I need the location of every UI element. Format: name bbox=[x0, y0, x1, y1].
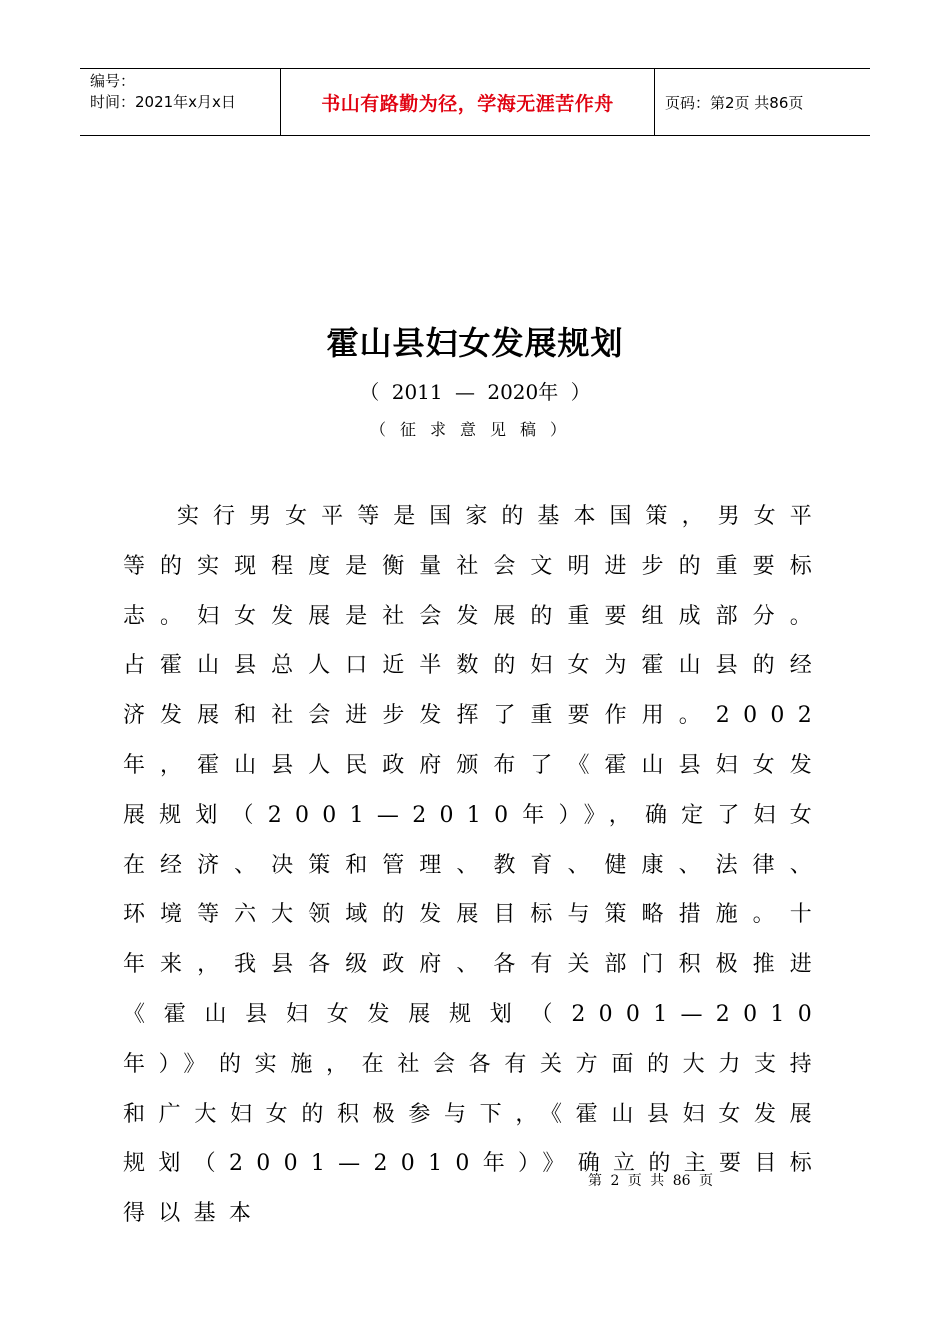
header-meta-cell bbox=[80, 69, 281, 135]
header-page-info: 页码：第2页 共86页 bbox=[665, 93, 804, 112]
document-period: （ 2011 — 2020年 ） bbox=[359, 380, 591, 404]
draft-note: （征求意见稿） bbox=[369, 420, 580, 439]
serial-number-label: 编号： bbox=[90, 72, 136, 90]
header-motto-cell bbox=[281, 69, 655, 135]
body-paragraph: 实行男女平等是国家的基本国策，男女平等的实现程度是衡量社会文明进步的重要标志。妇女发展是社会发展的重要组成部分。占霍山县总人口近半数的妇女为霍山县的经济发展和社会进步发挥了重要作用。2002年，霍山县人民政府颁布了《霍山县妇女发展规划（2001—2010年）》，确定了妇女在经济、决策和管理、教育、健康、法律、环境等六大领域的发展目标与策略措施。十年来，我县各级政府、各有关部门积极推进《霍山县妇女发展规划（2001—2010年）》的实施，在社会各有关方面的大力支持和广大妇女的积极参与下，《霍山县妇女发展规划（2001—2010年）》确立的主要目标得以基本 bbox=[123, 504, 825, 1227]
document-title: 霍山县妇女发展规划 bbox=[326, 324, 624, 362]
header-page-cell bbox=[655, 69, 870, 135]
date-label: 时间：2021年x月x日 bbox=[90, 93, 236, 111]
page-footer: 第 2 页 共 86 页 bbox=[588, 1173, 713, 1189]
page-header bbox=[80, 68, 870, 136]
motto-text: 书山有路勤为径，学海无涯苦作舟 bbox=[321, 92, 614, 115]
